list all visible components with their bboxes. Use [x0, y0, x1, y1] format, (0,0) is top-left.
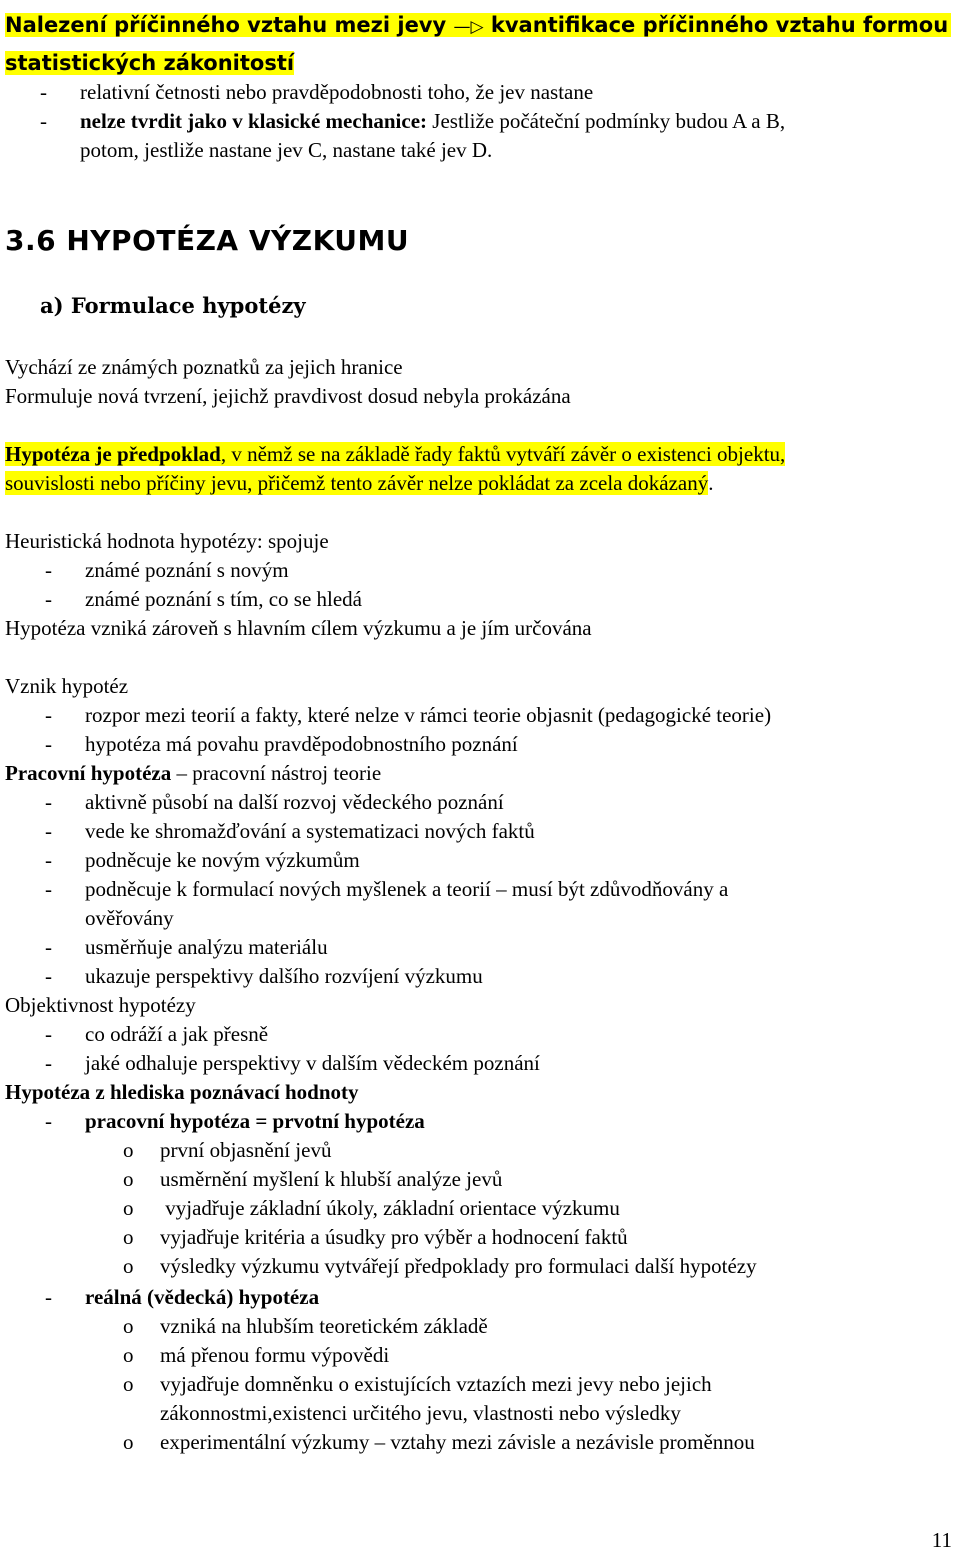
- dash-marker: -: [45, 1109, 52, 1133]
- sublist-item-text: usměrnění myšlení k hlubší analýze jevů: [160, 1167, 503, 1191]
- dash-marker: -: [45, 1285, 52, 1309]
- section-heading: 3.6 HYPOTÉZA VÝZKUMU: [5, 224, 410, 257]
- sublist-item-text: má přenou formu výpovědi: [160, 1343, 390, 1367]
- circle-marker: o: [123, 1343, 134, 1367]
- list-item-text: podněcuje ke novým výzkumům: [85, 848, 360, 872]
- list-item-text: usměrňuje analýzu materiálu: [85, 935, 328, 959]
- sublist-item-text: vyjadřuje základní úkoly, základní orientace výzkumu: [160, 1196, 620, 1220]
- title-part1: Nalezení příčinného vztahu mezi jevy: [5, 13, 447, 37]
- circle-marker: o: [123, 1138, 134, 1162]
- definition-highlight-2: souvislosti nebo příčiny jevu, přičemž tento závěr nelze pokládat za zcela dokázaný: [5, 471, 709, 495]
- dash-marker: -: [45, 587, 52, 611]
- list-item-text: rozpor mezi teorií a fakty, které nelze v rámci teorie objasnit (pedagogické teorie): [85, 703, 772, 727]
- title-line-1: [5, 11, 951, 42]
- subsection-heading: a) Formulace hypotézy: [40, 293, 306, 318]
- list-item-text: potom, jestliže nastane jev C, nastane také jev D.: [80, 138, 493, 162]
- list-item-text: relativní četnosti nebo pravděpodobnosti toho, že jev nastane: [80, 80, 594, 104]
- paragraph: Formuluje nová tvrzení, jejichž pravdivost dosud nebyla prokázána: [5, 384, 571, 408]
- circle-marker: o: [123, 1372, 134, 1396]
- dash-marker: -: [45, 558, 52, 582]
- definition-line-2: [5, 469, 713, 498]
- definition-line-1: [5, 440, 785, 469]
- dash-marker: -: [45, 1022, 52, 1046]
- vznik-title: Vznik hypotéz: [5, 674, 129, 698]
- circle-marker: o: [123, 1196, 134, 1220]
- dash-marker: -: [45, 1051, 52, 1075]
- list-item-text: co odráží a jak přesně: [85, 1022, 269, 1046]
- dash-marker: -: [45, 819, 52, 843]
- sublist-item-text: vyjadřuje kritéria a úsudky pro výběr a hodnocení faktů: [160, 1225, 628, 1249]
- dash-marker: -: [45, 848, 52, 872]
- objektivnost-title: Objektivnost hypotézy: [5, 993, 196, 1017]
- sublist-item-text: první objasnění jevů: [160, 1138, 332, 1162]
- list-item-text: aktivně působí na další rozvoj vědeckého poznání: [85, 790, 504, 814]
- hlediska-title: Hypotéza z hlediska poznávací hodnoty: [5, 1080, 359, 1104]
- list-item-text: [80, 107, 785, 136]
- bold-phrase: nelze tvrdit jako v klasické mechanice:: [80, 109, 428, 133]
- arrow-icon: —▷: [453, 17, 484, 37]
- list-item-text: známé poznání s novým: [85, 558, 289, 582]
- definition-highlight-1: [5, 442, 785, 466]
- list-item-text: ukazuje perspektivy dalšího rozvíjení výzkumu: [85, 964, 483, 988]
- circle-marker: o: [123, 1430, 134, 1454]
- circle-marker: o: [123, 1167, 134, 1191]
- dash-marker: -: [45, 877, 52, 901]
- paragraph: Hypotéza vzniká zároveň s hlavním cílem výzkumu a je jím určována: [5, 616, 592, 640]
- list-item-text: podněcuje k formulací nových myšlenek a teorií – musí být zdůvodňovány a: [85, 877, 729, 901]
- page-number: 11: [931, 1528, 952, 1552]
- title-highlight-2: statistických zákonitostí: [5, 51, 295, 75]
- sublist-item-text: zákonnostmi,existenci určitého jevu, vlastnosti nebo výsledky: [160, 1401, 681, 1425]
- dash-marker: -: [45, 732, 52, 756]
- pracovni-title-bold: Pracovní hypotéza: [5, 761, 172, 785]
- dash-marker: -: [40, 80, 47, 104]
- title-line-2: [5, 49, 294, 78]
- circle-marker: o: [123, 1314, 134, 1338]
- circle-marker: o: [123, 1254, 134, 1278]
- definition-end: .: [708, 471, 714, 495]
- paragraph: Vychází ze známých poznatků za jejich hranice: [5, 355, 403, 379]
- circle-marker: o: [123, 1225, 134, 1249]
- title-highlight-1: [5, 13, 951, 37]
- sublist-item-text: výsledky výzkumu vytvářejí předpoklady pro formulaci další hypotézy: [160, 1254, 757, 1278]
- dash-marker: -: [45, 790, 52, 814]
- list-item-text: pracovní hypotéza = prvotní hypotéza: [85, 1109, 425, 1133]
- definition-rest: , v němž se na základě řady faktů vytváří závěr o existenci objektu,: [220, 442, 786, 466]
- heuristic-title: Heuristická hodnota hypotézy: spojuje: [5, 529, 329, 553]
- pracovni-title-rest: – pracovní nástroj teorie: [171, 761, 382, 785]
- list-item-text: známé poznání s tím, co se hledá: [85, 587, 362, 611]
- pracovni-title: [5, 759, 381, 788]
- list-item-text: reálná (vědecká) hypotéza: [85, 1285, 320, 1309]
- sublist-item-text: vyjadřuje domněnku o existujících vztazích mezi jevy nebo jejich: [160, 1372, 712, 1396]
- sublist-item-text: vzniká na hlubším teoretickém základě: [160, 1314, 488, 1338]
- dash-marker: -: [40, 109, 47, 133]
- list-item-text: ověřovány: [85, 906, 174, 930]
- definition-bold: Hypotéza je předpoklad: [5, 442, 221, 466]
- dash-marker: -: [45, 964, 52, 988]
- title-part2: kvantifikace příčinného vztahu formou: [490, 13, 949, 37]
- list-item-text: jaké odhaluje perspektivy v dalším vědeckém poznání: [85, 1051, 540, 1075]
- list-item-text: vede ke shromažďování a systematizaci nových faktů: [85, 819, 535, 843]
- list-item-text: hypotéza má povahu pravděpodobnostního poznání: [85, 732, 518, 756]
- dash-marker: -: [45, 703, 52, 727]
- rest-phrase: Jestliže počáteční podmínky budou A a B,: [432, 109, 786, 133]
- sublist-item-text: experimentální výzkumy – vztahy mezi závisle a nezávisle proměnnou: [160, 1430, 755, 1454]
- dash-marker: -: [45, 935, 52, 959]
